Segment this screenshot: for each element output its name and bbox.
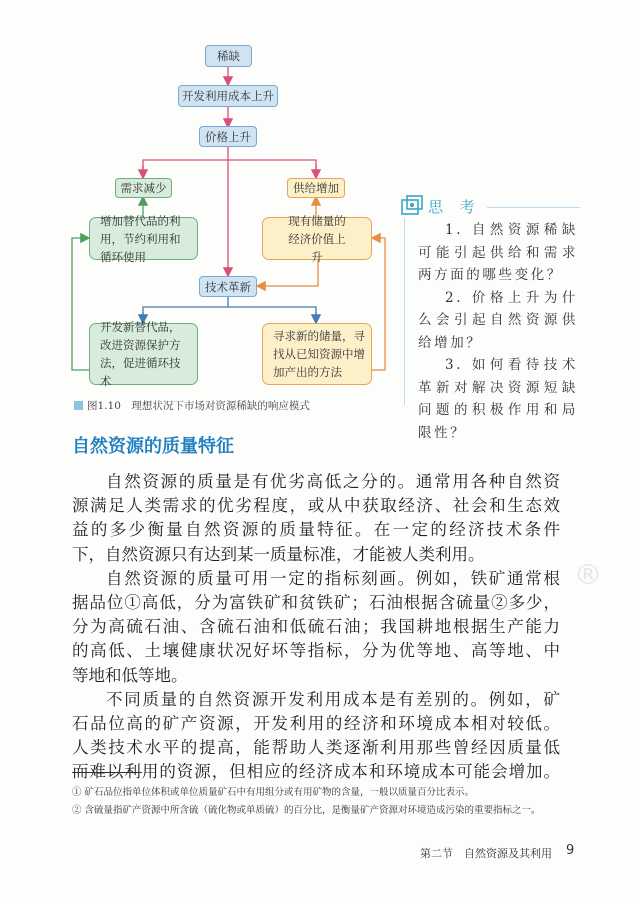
think-questions	[418, 219, 578, 444]
text-line: 石品位高的矿产资源，开发利用的经济和环境成本相对较低。	[72, 714, 560, 734]
question-3: 3. 如何看待技术革新对解决资源短缺问题的积极作用和局限性？	[418, 357, 578, 441]
node-new-reserves: 寻求新的储量，寻找从已知资源中增加产出的方法	[262, 323, 372, 385]
arrow-price-branches	[143, 160, 316, 177]
node-tech: 技术革新	[199, 276, 257, 297]
footnote-2: ② 含硫量指矿产资源中所含硫（硫化物或单质硫）的百分比，是衡量矿产资源对环境造成污染的重要指标之一。	[72, 805, 541, 816]
node-price-rise: 价格上升	[199, 126, 257, 147]
watermark: ®	[574, 558, 602, 591]
caption-text: 图1.10 理想状况下市场对资源稀缺的响应模式	[87, 400, 310, 412]
text-line: 下，自然资源只有达到某一质量标准，才能被人类利用。	[72, 544, 485, 564]
text-line: 人类技术水平的提高，能帮助人类逐渐利用那些曾经因质量低	[72, 738, 560, 758]
footer-section: 第二节 自然资源及其利用	[420, 847, 552, 860]
text-line: 等地和低等地。	[72, 665, 188, 685]
arrow-loop-orange	[372, 238, 385, 370]
arrow-loop-green	[72, 238, 89, 370]
text-line: 不同质量的自然资源开发利用成本是有差别的。例如，矿	[106, 689, 560, 709]
node-scarcity: 稀缺	[205, 45, 252, 67]
text-line: 分为高硫石油、含硫石油和低硫石油；我国耕地根据生产能力	[72, 617, 560, 637]
think-icon	[400, 194, 424, 218]
footnote-divider	[72, 772, 142, 773]
text-line: 自然资源的质量可用一定的指标刻画。例如，铁矿通常根	[106, 568, 560, 588]
node-reserves-value: 现有储量的经济价值上升	[262, 217, 372, 260]
question-1: 1. 自然资源稀缺可能引起供给和需求两方面的哪些变化？	[418, 222, 578, 283]
section-heading: 自然资源的质量特征	[72, 436, 234, 457]
node-demand-fall: 需求减少	[115, 178, 172, 198]
think-title: 思 考	[428, 197, 481, 216]
node-new-substitutes: 开发新替代品，改进资源保护方法，促进循环技术	[89, 323, 198, 385]
body-text	[72, 470, 560, 785]
footnote-1: ① 矿石品位指单位体积或单位质量矿石中有用组分或有用矿物的含量，一般以质量百分比表示。	[72, 787, 475, 798]
text-line: 益的多少衡量自然资源的质量特征。在一定的经济技术条件	[72, 520, 560, 540]
figure-caption	[74, 398, 310, 413]
node-substitutes: 增加替代品的利用，节约利用和循环使用	[89, 217, 198, 260]
text-line: 自然资源的质量是有优劣高低之分的。通常用各种自然资	[106, 472, 560, 491]
text-line: 而难以利用的资源，但相应的经济成本和环境成本可能会增加。	[72, 762, 560, 782]
think-header	[400, 194, 487, 218]
text-line: 源满足人类需求的优劣程度，或从中获取经济、社会和生态效	[72, 496, 560, 516]
caption-marker-icon	[74, 401, 83, 410]
page-number: 9	[566, 843, 575, 858]
question-2: 2. 价格上升为什么会引起自然资源供给增加？	[418, 289, 578, 351]
node-supply-rise: 供给增加	[287, 178, 345, 198]
node-cost-rise: 开发利用成本上升	[178, 85, 278, 107]
text-line: 据品位①高低，分为富铁矿和贫铁矿；石油根据含硫量②多少，	[72, 593, 560, 613]
text-line: 的高低、土壤健康状况好坏等指标，分为优等地、高等地、中	[72, 641, 560, 661]
